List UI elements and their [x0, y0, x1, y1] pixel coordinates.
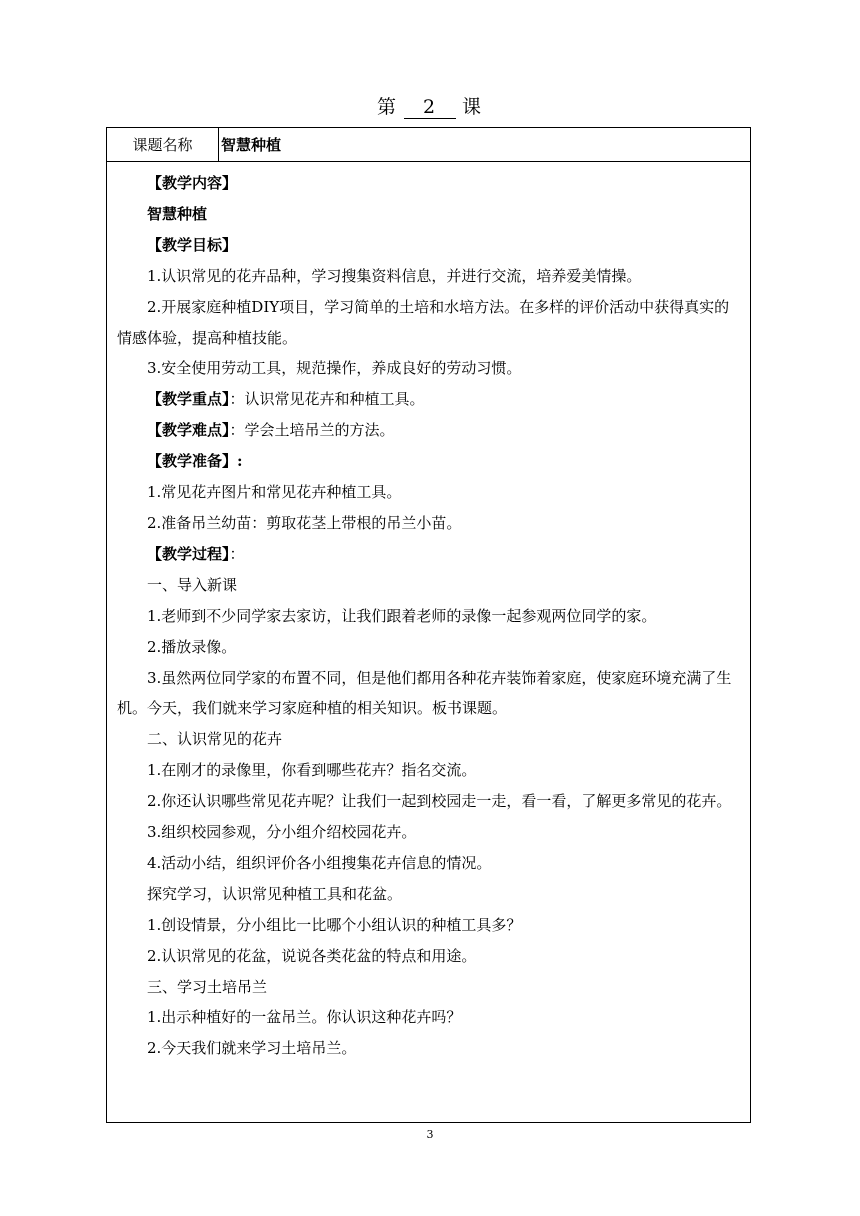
process-item: 2.你还认识哪些常见花卉呢？让我们一起到校园走一走，看一看，了解更多常见的花卉。 [147, 792, 732, 811]
section-heading: 三、学习土培吊兰 [147, 977, 268, 996]
topic-row [107, 128, 750, 162]
key-point [117, 384, 740, 415]
process-item: 1.出示种植好的一盆吊兰。你认识这种花卉吗？ [147, 1008, 462, 1027]
prep-heading [117, 446, 740, 477]
lesson-title [0, 92, 860, 119]
process-item: 3.组织校园参观，分小组介绍校园花卉。 [147, 823, 417, 842]
key-text: ：认识常见花卉和种植工具。 [229, 390, 425, 409]
process-item: 2.认识常见的花盆，说说各类花盆的特点和用途。 [147, 946, 477, 965]
goal-item: 3.安全使用劳动工具，规范操作，养成良好的劳动习惯。 [147, 359, 522, 378]
lesson-number: 2 [404, 96, 456, 119]
heading-goals: 【教学目标】 [147, 235, 238, 254]
prep-colon: : [237, 452, 243, 471]
lesson-table [106, 127, 751, 1123]
process-item: 1.创设情景，分小组比一比哪个小组认识的种植工具多？ [147, 915, 522, 934]
difficulty-point [117, 415, 740, 446]
lesson-content [107, 162, 750, 1064]
process-item: 1.在刚才的录像里，你看到哪些花卉？指名交流。 [147, 761, 477, 780]
prep-item: 1.常见花卉图片和常见花卉种植工具。 [147, 483, 402, 502]
prep-label: 【教学准备】 [147, 452, 238, 471]
lesson-title-suffix: 课 [462, 96, 484, 118]
process-item: 2.播放录像。 [147, 637, 237, 656]
explore-heading: 探究学习，认识常见种植工具和花盆。 [147, 884, 403, 903]
process-item: 2.今天我们就来学习土培吊兰。 [147, 1039, 357, 1058]
heading-content: 【教学内容】 [147, 174, 238, 192]
process-item: 1.老师到不少同学家去家访，让我们跟着老师的录像一起参观两位同学的家。 [147, 606, 657, 625]
goal-item: 2.开展家庭种植DIY项目，学习简单的土培和水培方法。在多样的评价活动中获得真实的情感体验，提高种植技能。 [117, 297, 730, 347]
process-item: 3.虽然两位同学家的布置不同，但是他们都用各种花卉装饰着家庭，使家庭环境充满了生机。今天，我们就来学习家庭种植的相关知识。板书课题。 [117, 668, 732, 718]
lesson-title-prefix: 第 [376, 96, 398, 118]
difficulty-label: 【教学难点】 [147, 421, 230, 440]
topic-value: 智慧种植 [221, 136, 282, 154]
page-number: 3 [426, 1128, 434, 1141]
difficulty-text: ：学会土培吊兰的方法。 [229, 421, 395, 440]
section-heading: 一、导入新课 [147, 575, 238, 594]
prep-item: 2.准备吊兰幼苗：剪取花茎上带根的吊兰小苗。 [147, 513, 462, 532]
process-colon: ： [229, 544, 245, 563]
section-heading: 二、认识常见的花卉 [147, 730, 283, 749]
goal-item: 1.认识常见的花卉品种，学习搜集资料信息，并进行交流，培养爱美情操。 [147, 266, 642, 285]
process-item: 4.活动小结，组织评价各小组搜集花卉信息的情况。 [147, 853, 492, 872]
content-text: 智慧种植 [147, 204, 208, 223]
topic-label: 课题名称 [107, 128, 219, 161]
key-label: 【教学重点】 [147, 390, 230, 409]
process-heading [117, 539, 740, 570]
process-label: 【教学过程】 [147, 544, 230, 563]
